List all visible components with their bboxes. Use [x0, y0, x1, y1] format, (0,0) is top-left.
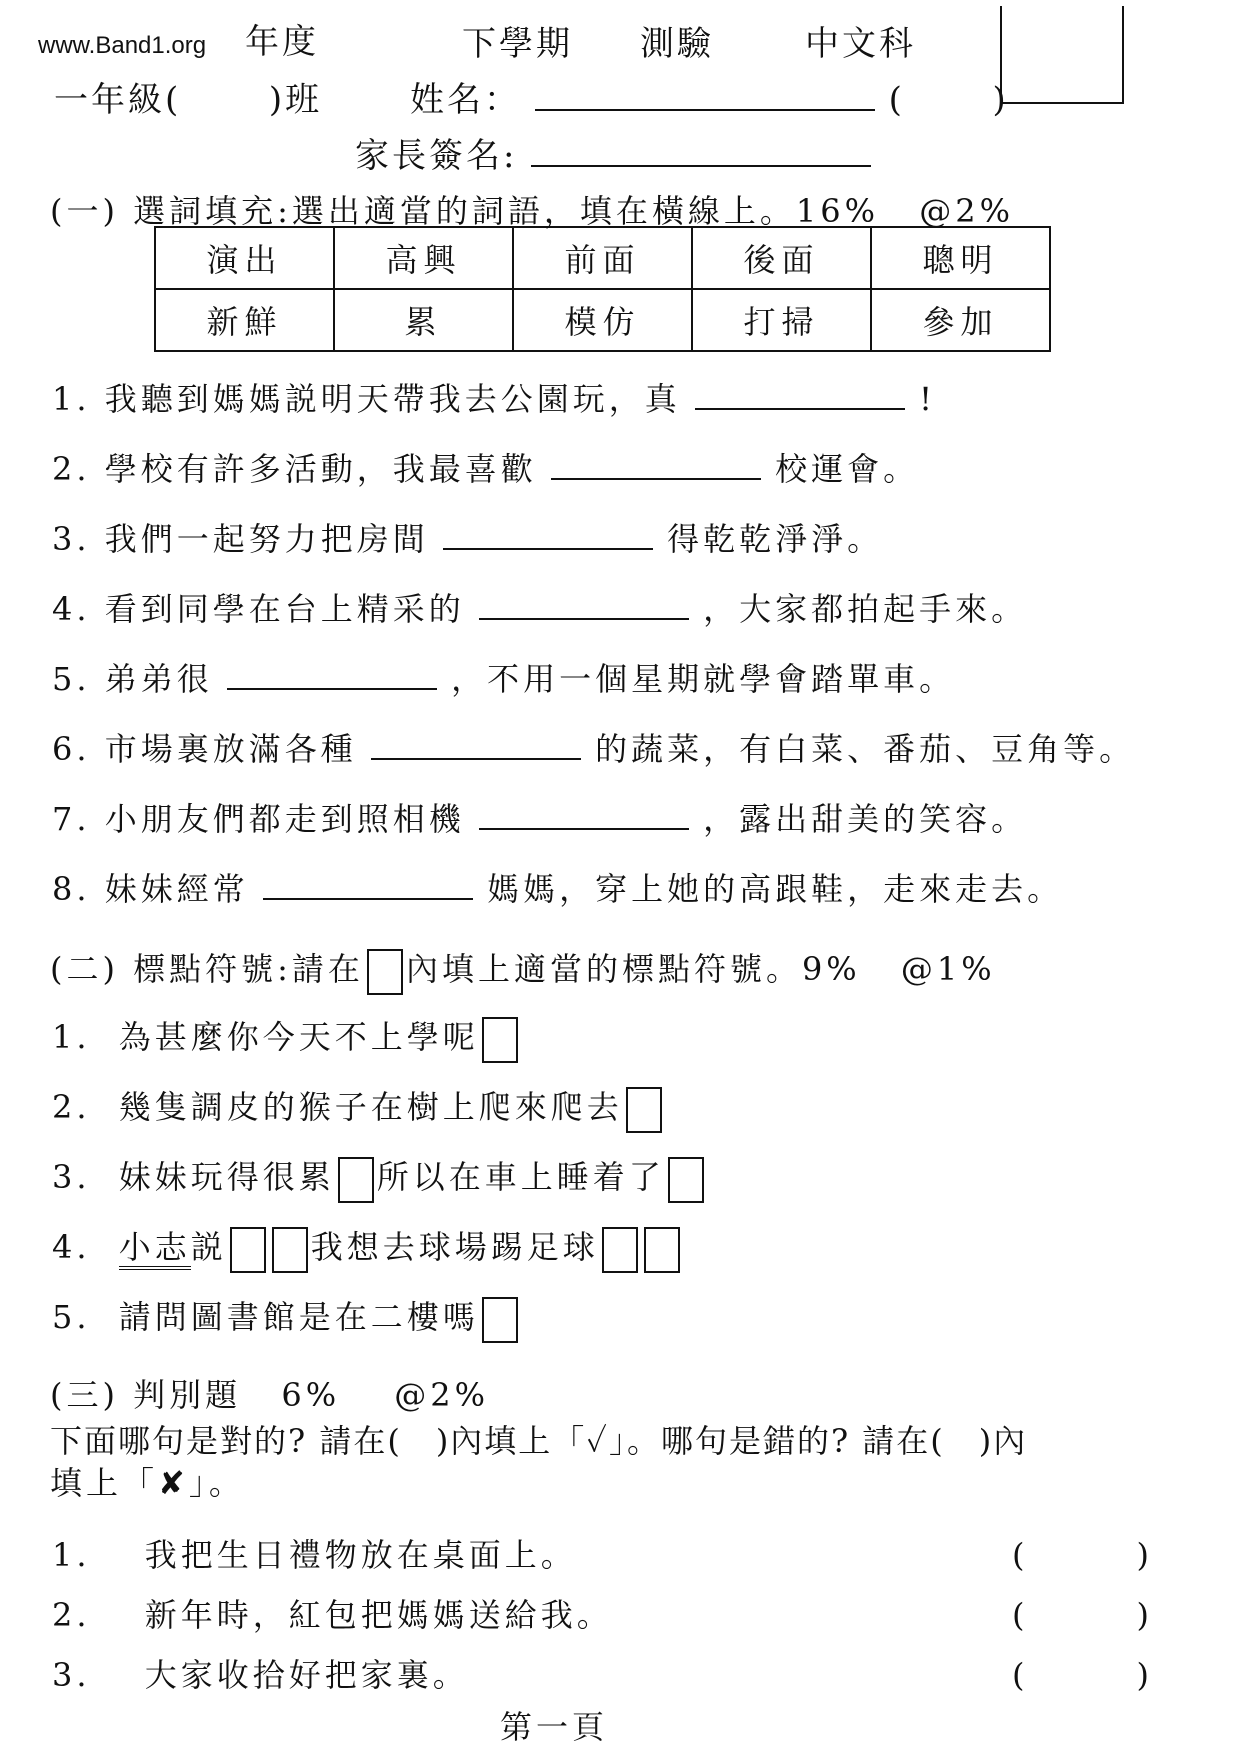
question-text-after: 媽媽，穿上她的高跟鞋，走來走去。 [487, 870, 1064, 908]
punctuation-box[interactable] [626, 1087, 662, 1133]
fill-question-6 [52, 724, 1135, 770]
judge-question-2 [52, 1590, 613, 1636]
question-text: 為甚麼你今天不上學呢 [118, 1018, 479, 1056]
section3-instruction-1: 下面哪句是對的? 請在( )內填上「✓」。哪句是錯的? 請在( )內 [50, 1422, 1028, 1460]
question-text-after: ，大家都拍起手來。 [703, 590, 1028, 628]
question-text: 妹妹玩得很累 [118, 1158, 335, 1196]
fill-question-4 [52, 584, 1027, 630]
fill-question-7 [52, 794, 1027, 840]
judge-answer-1[interactable]: ( ) [1012, 1536, 1153, 1574]
question-number: 7. [52, 800, 91, 838]
question-text: 我想去球場踢足球 [310, 1228, 599, 1266]
parent-sign-input[interactable] [531, 135, 871, 167]
page-number: 第一頁 [500, 1708, 609, 1746]
proper-name: 小志 [119, 1228, 191, 1270]
name-field [410, 72, 1009, 121]
section1-score: @2% [919, 192, 1014, 230]
question-text: 請問圖書館是在二樓嗎 [118, 1298, 479, 1336]
fill-blank-8[interactable] [263, 868, 473, 900]
punctuation-box[interactable] [482, 1017, 518, 1063]
fill-blank-7[interactable] [479, 798, 689, 830]
section1-heading: (一) 選詞填充:選出適當的詞語，填在橫線上。16% [50, 192, 880, 230]
question-number: 6. [52, 730, 91, 768]
fill-question-3 [52, 514, 883, 560]
punctuation-box[interactable] [602, 1227, 638, 1273]
punctuation-box[interactable] [272, 1227, 308, 1273]
punctuation-box-sample [367, 949, 403, 995]
question-text-before: 看到同學在台上精采的 [104, 590, 465, 628]
section2-heading-before: (二) 標點符號:請在 [50, 950, 364, 988]
question-number: 3. [52, 520, 91, 558]
question-number: 2. [52, 1088, 91, 1126]
parent-sign-label: 家長簽名: [355, 136, 518, 176]
fill-blank-6[interactable] [371, 728, 581, 760]
section3-score: @2% [394, 1376, 490, 1414]
name-label: 姓名： [410, 80, 521, 120]
question-number: 1. [52, 380, 91, 418]
question-text-before: 學校有許多活動，我最喜歡 [104, 450, 537, 488]
punct-question-5 [52, 1292, 521, 1343]
name-paren-open: ( [888, 80, 905, 120]
section3-percent: 6% [281, 1376, 341, 1414]
question-text: 所以在車上睡着了 [376, 1158, 665, 1196]
question-text: 大家收拾好把家裏。 [144, 1656, 469, 1694]
fill-blank-5[interactable] [227, 658, 437, 690]
question-text-before: 我聽到媽媽説明天帶我去公園玩，真 [104, 380, 681, 418]
watermark: www.Band1.org [34, 30, 210, 62]
question-number: 5. [52, 1298, 91, 1336]
fill-question-2 [52, 444, 919, 490]
word-cell: 新鮮 [155, 289, 334, 351]
question-number: 8. [52, 870, 91, 908]
word-bank-row [155, 227, 1050, 289]
judge-answer-3[interactable]: ( ) [1012, 1656, 1153, 1694]
section2-score: @1% [900, 950, 996, 988]
question-text-before: 小朋友們都走到照相機 [104, 800, 465, 838]
question-text-before: 妹妹經常 [104, 870, 249, 908]
question-number: 2. [52, 1596, 91, 1634]
punct-question-2 [52, 1082, 665, 1133]
word-bank-table [154, 226, 1051, 352]
judge-question-3 [52, 1650, 469, 1696]
question-text-after: 的蔬菜，有白菜、番茄、豆角等。 [595, 730, 1136, 768]
word-cell: 演出 [155, 227, 334, 289]
section2-title [50, 944, 996, 995]
question-number: 3. [52, 1656, 91, 1694]
question-text-after: ! [919, 380, 936, 418]
fill-blank-3[interactable] [443, 518, 653, 550]
punctuation-box[interactable] [482, 1297, 518, 1343]
punctuation-box[interactable] [338, 1157, 374, 1203]
score-box[interactable] [1000, 6, 1124, 104]
fill-blank-4[interactable] [479, 588, 689, 620]
question-number: 4. [52, 590, 91, 628]
name-paren-close: ) [992, 80, 1009, 120]
word-cell: 高興 [334, 227, 513, 289]
word-cell: 後面 [692, 227, 871, 289]
exam-label: 測驗 [640, 24, 714, 64]
question-text-after: 得乾乾淨淨。 [667, 520, 884, 558]
question-number: 4. [52, 1228, 91, 1266]
section3-instruction-2: 填上「✘」。 [50, 1464, 245, 1502]
word-cell: 參加 [871, 289, 1050, 351]
class-prefix: 一年級( [54, 80, 182, 120]
punct-question-1 [52, 1012, 521, 1063]
question-number: 1. [52, 1536, 91, 1574]
question-text-after: 校運會。 [775, 450, 920, 488]
punctuation-box[interactable] [668, 1157, 704, 1203]
question-text-after: ，露出甜美的笑容。 [703, 800, 1028, 838]
question-number: 3. [52, 1158, 91, 1196]
section3-title [50, 1370, 489, 1416]
term-label: 下學期 [462, 24, 573, 64]
punctuation-box[interactable] [644, 1227, 680, 1273]
judge-question-1 [52, 1530, 577, 1576]
question-text: 説 [190, 1228, 227, 1266]
question-text: 幾隻調皮的猴子在樹上爬來爬去 [118, 1088, 623, 1126]
question-number: 2. [52, 450, 91, 488]
punctuation-box[interactable] [230, 1227, 266, 1273]
punct-question-4 [52, 1222, 683, 1273]
parent-sign-field [355, 128, 871, 177]
word-cell: 模仿 [513, 289, 692, 351]
question-text-before: 我們一起努力把房間 [104, 520, 429, 558]
question-number: 1. [52, 1018, 91, 1056]
punct-question-3 [52, 1152, 707, 1203]
class-field [54, 72, 322, 121]
question-text: 我把生日禮物放在桌面上。 [144, 1536, 577, 1574]
class-suffix: )班 [268, 80, 323, 120]
question-text: 新年時，紅包把媽媽送給我。 [144, 1596, 613, 1634]
name-input[interactable] [535, 79, 875, 111]
fill-question-1 [52, 374, 936, 420]
question-text-before: 市場裏放滿各種 [104, 730, 357, 768]
fill-blank-1[interactable] [695, 378, 905, 410]
question-number: 5. [52, 660, 91, 698]
section3-heading: (三) 判別題 [50, 1376, 242, 1414]
question-text-after: ，不用一個星期就學會踏單車。 [451, 660, 956, 698]
word-cell: 打掃 [692, 289, 871, 351]
fill-question-5 [52, 654, 955, 700]
question-text-before: 弟弟很 [104, 660, 213, 698]
judge-answer-2[interactable]: ( ) [1012, 1596, 1153, 1634]
fill-question-8 [52, 864, 1063, 910]
word-cell: 累 [334, 289, 513, 351]
year-label: 年度 [245, 22, 319, 62]
word-cell: 聰明 [871, 227, 1050, 289]
word-cell: 前面 [513, 227, 692, 289]
subject-label: 中文科 [805, 24, 916, 64]
section2-heading-after: 內填上適當的標點符號。9% [405, 950, 861, 988]
fill-blank-2[interactable] [551, 448, 761, 480]
word-bank-row [155, 289, 1050, 351]
